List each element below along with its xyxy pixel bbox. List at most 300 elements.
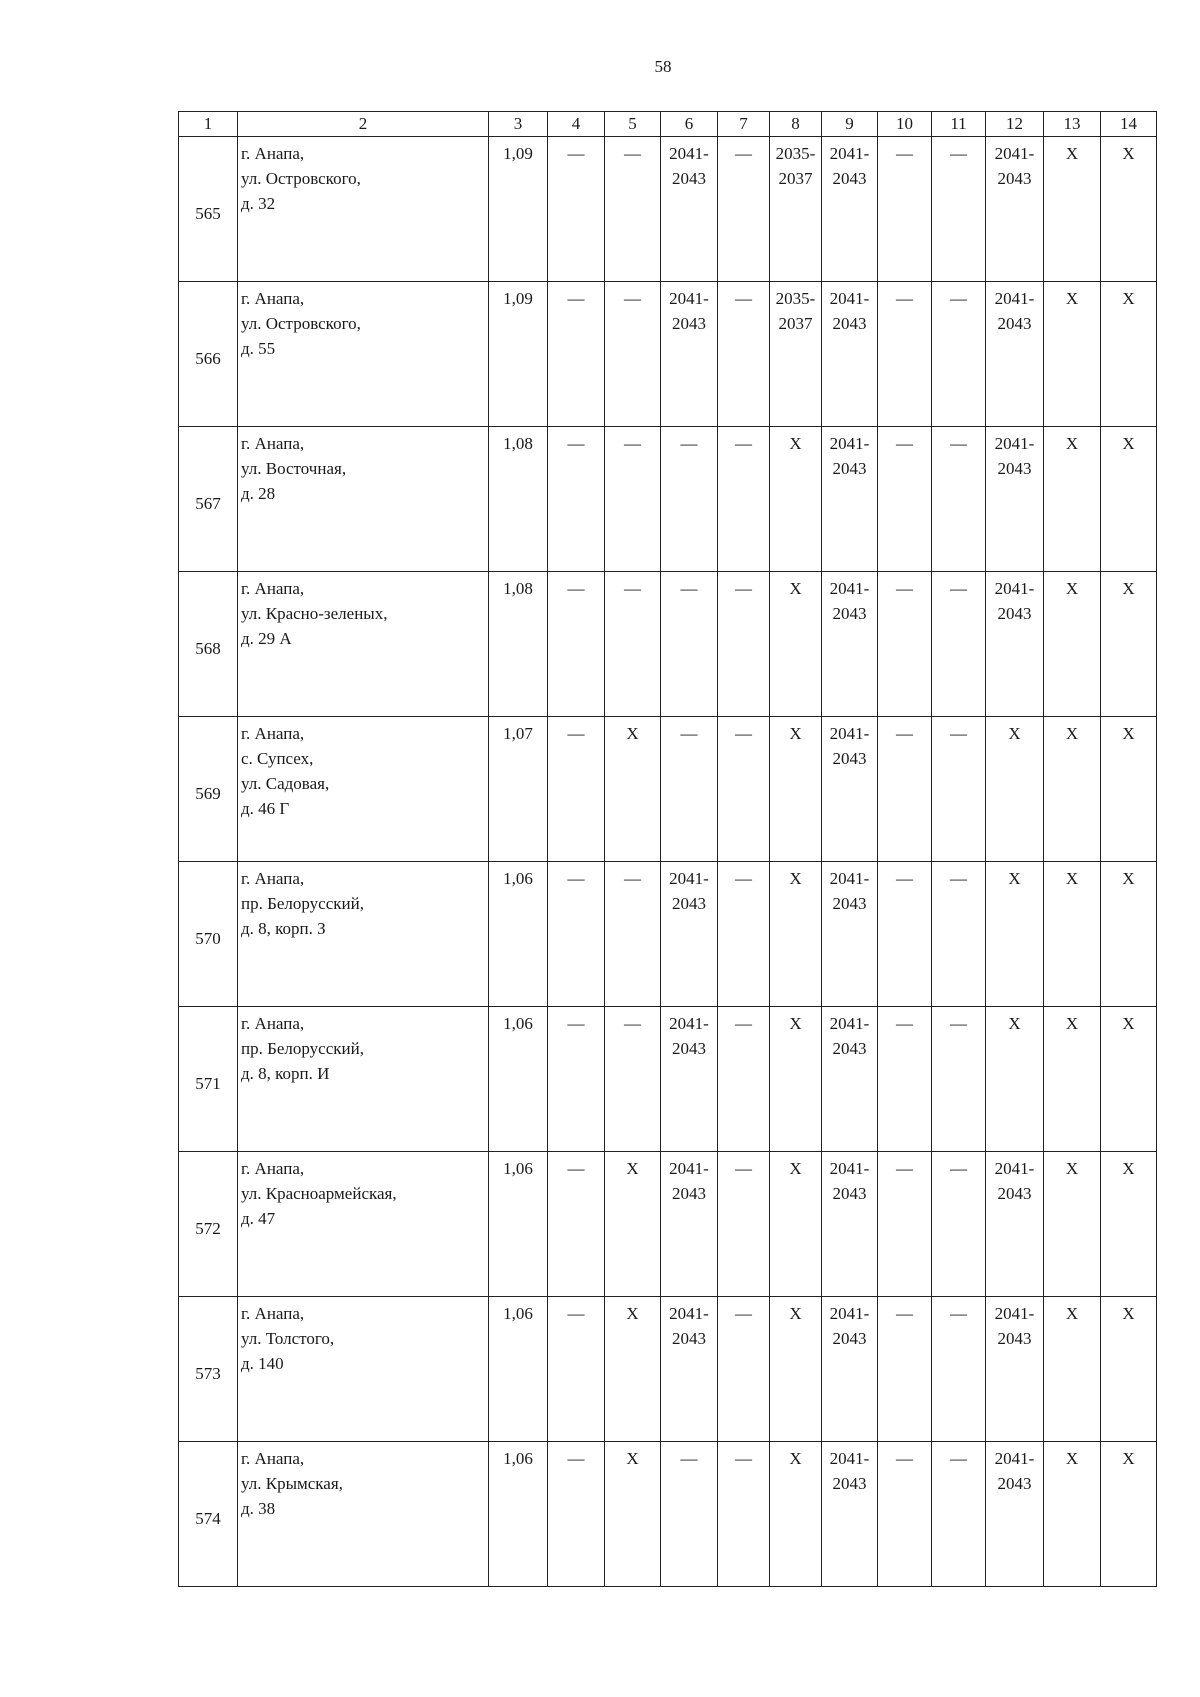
cell-value: 2041- 2043 — [829, 144, 870, 188]
value-cell — [1044, 137, 1101, 282]
cell-value: — — [735, 289, 752, 308]
column-header: 9 — [822, 112, 878, 137]
value-cell — [489, 282, 548, 427]
table-row — [179, 1152, 1157, 1297]
value-cell — [986, 1007, 1044, 1152]
value-cell — [932, 282, 986, 427]
value-cell — [718, 1297, 770, 1442]
address-line: с. Супсех, — [241, 749, 314, 768]
row-number: 565 — [179, 137, 238, 282]
cell-value: Х — [789, 724, 802, 743]
address-line: д. 8, корп. З — [241, 919, 326, 938]
value-cell — [1044, 1297, 1101, 1442]
value-cell — [932, 1297, 986, 1442]
column-header: 10 — [878, 112, 932, 137]
value-cell — [932, 717, 986, 862]
cell-value: — — [735, 1449, 752, 1468]
row-number: 568 — [179, 572, 238, 717]
address-line: г. Анапа, — [241, 1304, 305, 1323]
value-cell — [878, 1007, 932, 1152]
cell-value: Х — [789, 579, 802, 598]
cell-value: — — [624, 1014, 641, 1033]
value-cell — [770, 572, 822, 717]
value-cell — [770, 1007, 822, 1152]
page-number: 58 — [654, 57, 672, 76]
value-cell — [822, 717, 878, 862]
cell-value: — — [735, 1304, 752, 1323]
cell-value: Х — [1122, 434, 1135, 453]
address-cell — [238, 1007, 489, 1152]
cell-value: — — [567, 869, 585, 888]
cell-value: Х — [789, 1159, 802, 1178]
table-row — [179, 572, 1157, 717]
address-cell — [238, 427, 489, 572]
column-header: 13 — [1044, 112, 1101, 137]
address-line: г. Анапа, — [241, 724, 305, 743]
cell-value: Х — [1065, 434, 1079, 453]
value-cell — [878, 862, 932, 1007]
row-number: 570 — [179, 862, 238, 1007]
value-cell — [718, 427, 770, 572]
address-line: д. 47 — [241, 1209, 276, 1228]
value-cell — [489, 137, 548, 282]
cell-value: Х — [1122, 1449, 1135, 1468]
value-cell — [932, 427, 986, 572]
table-row — [179, 862, 1157, 1007]
cell-value: Х — [1065, 1014, 1079, 1033]
cell-value: Х — [1122, 1304, 1135, 1323]
cell-value: Х — [626, 1159, 639, 1178]
value-cell — [1044, 1442, 1101, 1587]
cell-value: — — [680, 1449, 698, 1468]
value-cell — [548, 1007, 605, 1152]
value-cell — [822, 137, 878, 282]
value-cell — [932, 1152, 986, 1297]
cell-value: — — [950, 1449, 967, 1468]
value-cell — [548, 427, 605, 572]
cell-value: Х — [1065, 579, 1079, 598]
cell-value: 2041- 2043 — [829, 579, 870, 623]
value-cell — [1044, 717, 1101, 862]
cell-value: Х — [789, 869, 802, 888]
value-cell — [1101, 1152, 1157, 1297]
cell-value: — — [735, 144, 752, 163]
cell-value: Х — [789, 1014, 802, 1033]
column-header: 8 — [770, 112, 822, 137]
address-line: д. 32 — [241, 194, 276, 213]
value-cell — [1044, 282, 1101, 427]
value-cell — [986, 572, 1044, 717]
value-cell — [489, 1297, 548, 1442]
value-cell — [489, 572, 548, 717]
register-table — [178, 111, 1157, 1587]
value-cell — [605, 1007, 661, 1152]
value-cell — [661, 1152, 718, 1297]
table-row — [179, 1297, 1157, 1442]
cell-value: 1,06 — [503, 1304, 533, 1323]
address-line: ул. Красноармейская, — [241, 1184, 397, 1203]
cell-value: Х — [1065, 869, 1079, 888]
cell-value: Х — [1122, 579, 1135, 598]
cell-value: — — [950, 869, 967, 888]
address-line: д. 140 — [241, 1354, 284, 1373]
value-cell — [548, 717, 605, 862]
value-cell — [661, 717, 718, 862]
row-number: 573 — [179, 1297, 238, 1442]
cell-value: — — [896, 1449, 913, 1468]
address-line: д. 8, корп. И — [241, 1064, 330, 1083]
address-line: г. Анапа, — [241, 289, 305, 308]
value-cell — [770, 1152, 822, 1297]
address-line: г. Анапа, — [241, 579, 305, 598]
cell-value: — — [567, 434, 585, 453]
column-header: 6 — [661, 112, 718, 137]
table-row — [179, 717, 1157, 862]
cell-value: — — [567, 1014, 585, 1033]
column-header: 14 — [1101, 112, 1157, 137]
address-line: г. Анапа, — [241, 1449, 305, 1468]
value-cell — [605, 1152, 661, 1297]
header-row — [179, 112, 1157, 137]
address-line: ул. Восточная, — [241, 459, 347, 478]
cell-value: 2041- 2043 — [669, 289, 709, 333]
cell-value: 1,09 — [503, 289, 533, 308]
cell-value: — — [950, 724, 967, 743]
value-cell — [1101, 572, 1157, 717]
row-number: 567 — [179, 427, 238, 572]
value-cell — [1101, 137, 1157, 282]
address-line: пр. Белорусский, — [241, 1039, 364, 1058]
value-cell — [1101, 717, 1157, 862]
value-cell — [932, 137, 986, 282]
value-cell — [878, 282, 932, 427]
cell-value: Х — [1122, 724, 1135, 743]
cell-value: Х — [1008, 1014, 1021, 1033]
column-header: 11 — [932, 112, 986, 137]
cell-value: Х — [626, 724, 639, 743]
value-cell — [770, 862, 822, 1007]
value-cell — [822, 1442, 878, 1587]
cell-value: 2041- 2043 — [669, 1304, 709, 1348]
cell-value: — — [624, 289, 641, 308]
value-cell — [605, 1297, 661, 1442]
cell-value: — — [567, 724, 585, 743]
value-cell — [1044, 572, 1101, 717]
value-cell — [1044, 1152, 1101, 1297]
cell-value: 2041- 2043 — [829, 724, 870, 768]
value-cell — [661, 282, 718, 427]
value-cell — [770, 282, 822, 427]
value-cell — [932, 572, 986, 717]
cell-value: — — [950, 579, 967, 598]
cell-value: — — [680, 434, 698, 453]
value-cell — [1101, 1007, 1157, 1152]
value-cell — [1044, 1007, 1101, 1152]
table-row — [179, 1007, 1157, 1152]
cell-value: — — [950, 289, 967, 308]
value-cell — [489, 1152, 548, 1297]
value-cell — [986, 282, 1044, 427]
value-cell — [718, 282, 770, 427]
cell-value: — — [950, 1304, 967, 1323]
cell-value: 1,08 — [503, 579, 533, 598]
cell-value: 2041- 2043 — [829, 869, 870, 913]
value-cell — [932, 1007, 986, 1152]
cell-value: 2041- 2043 — [994, 144, 1035, 188]
address-cell — [238, 282, 489, 427]
value-cell — [605, 137, 661, 282]
cell-value: 1,06 — [503, 1449, 533, 1468]
cell-value: Х — [1065, 724, 1079, 743]
address-line: д. 28 — [241, 484, 276, 503]
cell-value: — — [735, 579, 752, 598]
cell-value: — — [567, 579, 585, 598]
value-cell — [548, 1297, 605, 1442]
value-cell — [661, 862, 718, 1007]
value-cell — [878, 137, 932, 282]
value-cell — [986, 1152, 1044, 1297]
cell-value: 2041- 2043 — [994, 1159, 1035, 1203]
value-cell — [986, 1297, 1044, 1442]
value-cell — [878, 572, 932, 717]
value-cell — [489, 862, 548, 1007]
cell-value: — — [735, 1014, 752, 1033]
value-cell — [605, 862, 661, 1007]
value-cell — [489, 717, 548, 862]
value-cell — [986, 1442, 1044, 1587]
value-cell — [548, 282, 605, 427]
value-cell — [661, 427, 718, 572]
value-cell — [548, 862, 605, 1007]
cell-value: 2041- 2043 — [669, 869, 709, 913]
cell-value: — — [624, 434, 641, 453]
column-header: 7 — [718, 112, 770, 137]
value-cell — [986, 427, 1044, 572]
row-number: 571 — [179, 1007, 238, 1152]
value-cell — [986, 862, 1044, 1007]
address-line: д. 38 — [241, 1499, 276, 1518]
cell-value: Х — [789, 1449, 802, 1468]
cell-value: Х — [1122, 869, 1135, 888]
value-cell — [718, 862, 770, 1007]
cell-value: 1,06 — [503, 1159, 533, 1178]
value-cell — [718, 1442, 770, 1587]
row-number: 574 — [179, 1442, 238, 1587]
value-cell — [1101, 862, 1157, 1007]
value-cell — [489, 427, 548, 572]
cell-value: 2041- 2043 — [829, 1159, 870, 1203]
cell-value: 2041- 2043 — [829, 434, 870, 478]
address-line: ул. Толстого, — [241, 1329, 335, 1348]
value-cell — [822, 862, 878, 1007]
value-cell — [718, 137, 770, 282]
table-row — [179, 427, 1157, 572]
value-cell — [770, 137, 822, 282]
value-cell — [770, 1297, 822, 1442]
value-cell — [548, 137, 605, 282]
value-cell — [878, 1152, 932, 1297]
cell-value: — — [735, 434, 752, 453]
value-cell — [932, 1442, 986, 1587]
cell-value: Х — [1122, 289, 1135, 308]
value-cell — [1044, 427, 1101, 572]
cell-value: Х — [1122, 1159, 1135, 1178]
value-cell — [1101, 427, 1157, 572]
cell-value: — — [950, 144, 967, 163]
value-cell — [605, 1442, 661, 1587]
cell-value: — — [896, 434, 913, 453]
address-cell — [238, 862, 489, 1007]
value-cell — [986, 137, 1044, 282]
value-cell — [718, 572, 770, 717]
cell-value: 2041- 2043 — [994, 434, 1035, 478]
cell-value: — — [735, 869, 752, 888]
cell-value: Х — [626, 1449, 639, 1468]
value-cell — [878, 1442, 932, 1587]
cell-value: — — [950, 1014, 967, 1033]
row-number: 569 — [179, 717, 238, 862]
address-line: д. 46 Г — [241, 799, 290, 818]
cell-value: — — [624, 869, 641, 888]
value-cell — [605, 717, 661, 862]
cell-value: 2041- 2043 — [994, 1449, 1035, 1493]
cell-value: 2041- 2043 — [669, 144, 709, 188]
column-header: 12 — [986, 112, 1044, 137]
cell-value: Х — [1008, 869, 1021, 888]
table-row — [179, 1442, 1157, 1587]
value-cell — [661, 1442, 718, 1587]
value-cell — [822, 282, 878, 427]
value-cell — [605, 572, 661, 717]
address-cell — [238, 1152, 489, 1297]
value-cell — [548, 1442, 605, 1587]
cell-value: — — [680, 579, 698, 598]
address-line: ул. Островского, — [241, 169, 361, 188]
value-cell — [822, 1007, 878, 1152]
cell-value: — — [896, 289, 913, 308]
cell-value: Х — [1008, 724, 1021, 743]
column-header: 3 — [489, 112, 548, 137]
value-cell — [489, 1007, 548, 1152]
column-header: 5 — [605, 112, 661, 137]
cell-value: 2041- 2043 — [829, 289, 870, 333]
cell-value: Х — [1122, 144, 1135, 163]
cell-value: — — [896, 869, 913, 888]
cell-value: — — [950, 1159, 967, 1178]
address-line: г. Анапа, — [241, 869, 305, 888]
cell-value: 2035- 2037 — [775, 144, 816, 188]
column-header: 4 — [548, 112, 605, 137]
value-cell — [770, 717, 822, 862]
address-line: ул. Красно-зеленых, — [241, 604, 388, 623]
value-cell — [718, 1007, 770, 1152]
value-cell — [1044, 862, 1101, 1007]
cell-value: Х — [626, 1304, 639, 1323]
cell-value: Х — [1065, 1159, 1079, 1178]
cell-value: — — [567, 289, 585, 308]
cell-value: 2041- 2043 — [994, 289, 1035, 333]
row-number: 566 — [179, 282, 238, 427]
cell-value: — — [896, 1014, 913, 1033]
cell-value: — — [896, 144, 913, 163]
value-cell — [548, 572, 605, 717]
value-cell — [718, 717, 770, 862]
value-cell — [878, 717, 932, 862]
value-cell — [718, 1152, 770, 1297]
value-cell — [770, 1442, 822, 1587]
value-cell — [822, 427, 878, 572]
cell-value: — — [896, 579, 913, 598]
value-cell — [661, 1297, 718, 1442]
address-line: ул. Островского, — [241, 314, 361, 333]
cell-value: 2041- 2043 — [829, 1014, 870, 1058]
cell-value: 2041- 2043 — [669, 1014, 709, 1058]
address-cell — [238, 1442, 489, 1587]
cell-value: — — [950, 434, 967, 453]
value-cell — [661, 137, 718, 282]
value-cell — [770, 427, 822, 572]
cell-value: Х — [1122, 1014, 1135, 1033]
value-cell — [822, 1152, 878, 1297]
value-cell — [822, 572, 878, 717]
cell-value: — — [896, 1304, 913, 1323]
cell-value: Х — [789, 1304, 802, 1323]
column-header: 2 — [238, 112, 489, 137]
cell-value: — — [735, 724, 752, 743]
address-line: пр. Белорусский, — [241, 894, 364, 913]
cell-value: — — [680, 724, 698, 743]
cell-value: — — [624, 144, 641, 163]
cell-value: — — [896, 1159, 913, 1178]
value-cell — [1101, 1442, 1157, 1587]
cell-value: — — [624, 579, 641, 598]
cell-value: 1,08 — [503, 434, 533, 453]
cell-value: 2041- 2043 — [829, 1449, 870, 1493]
cell-value: — — [567, 1449, 585, 1468]
value-cell — [605, 282, 661, 427]
cell-value: Х — [789, 434, 802, 453]
cell-value: — — [567, 144, 585, 163]
value-cell — [986, 717, 1044, 862]
address-cell — [238, 137, 489, 282]
cell-value: Х — [1065, 144, 1079, 163]
value-cell — [661, 572, 718, 717]
cell-value: — — [896, 724, 913, 743]
cell-value: 2041- 2043 — [669, 1159, 709, 1203]
value-cell — [878, 427, 932, 572]
cell-value: 1,06 — [503, 869, 533, 888]
cell-value: Х — [1065, 1449, 1079, 1468]
cell-value: 1,09 — [503, 144, 533, 163]
table-row — [179, 137, 1157, 282]
address-line: г. Анапа, — [241, 144, 305, 163]
address-line: г. Анапа, — [241, 1014, 305, 1033]
cell-value: 1,06 — [503, 1014, 533, 1033]
cell-value: 2041- 2043 — [994, 1304, 1035, 1348]
address-line: г. Анапа, — [241, 434, 305, 453]
value-cell — [489, 1442, 548, 1587]
address-cell — [238, 572, 489, 717]
value-cell — [1101, 1297, 1157, 1442]
address-line: ул. Крымская, — [241, 1474, 343, 1493]
value-cell — [661, 1007, 718, 1152]
value-cell — [932, 862, 986, 1007]
value-cell — [1101, 282, 1157, 427]
value-cell — [822, 1297, 878, 1442]
address-cell — [238, 1297, 489, 1442]
cell-value: 2035- 2037 — [775, 289, 816, 333]
cell-value: Х — [1065, 289, 1079, 308]
